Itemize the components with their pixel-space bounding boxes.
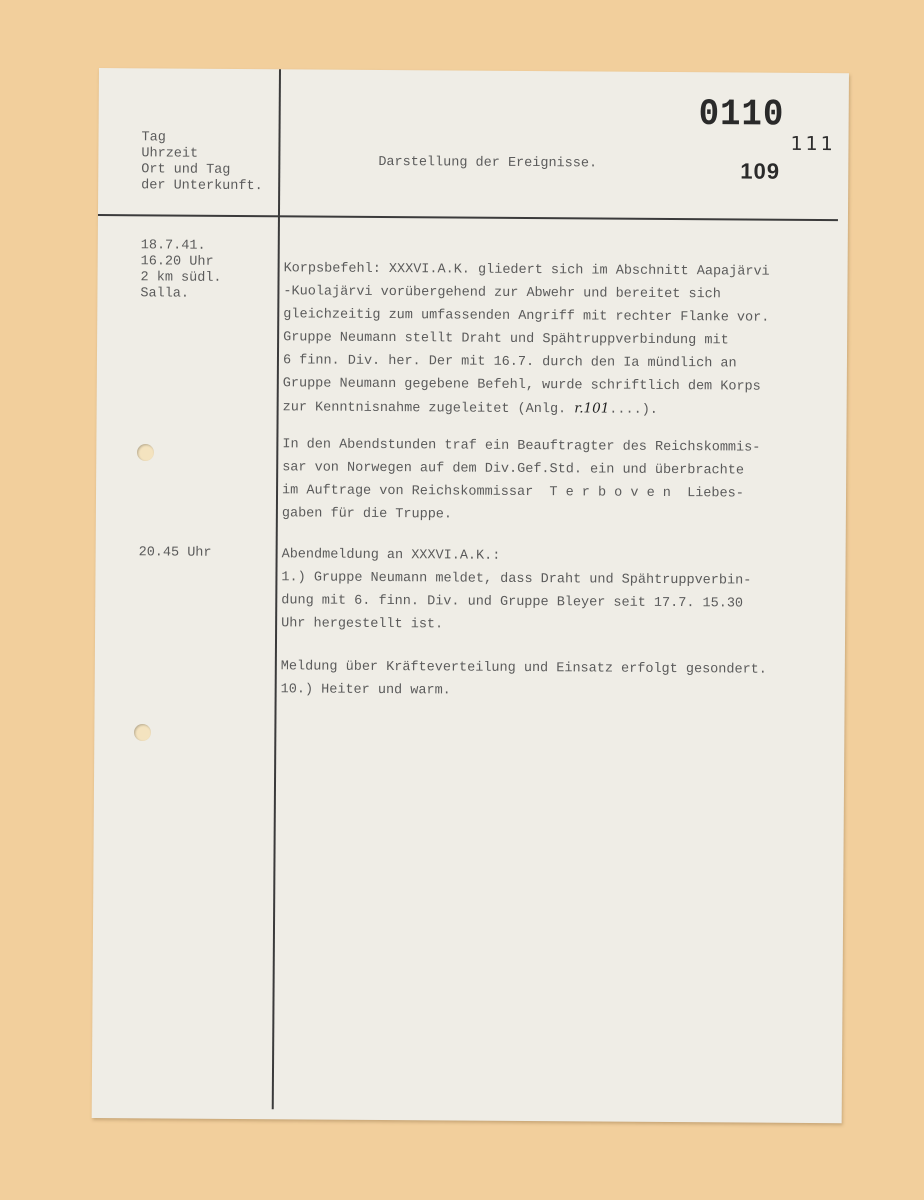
annex-prefix: zur Kenntnisnahme zugeleitet (Anlg. [282, 400, 575, 418]
text-line: Abendmeldung an XXXVI.A.K.: [281, 547, 501, 564]
text-line: gleichzeitig zum umfassenden Angriff mit rechter Flanke vor. [283, 307, 770, 326]
side-line: Salla. [140, 286, 190, 302]
text-line: sar von Norwegen auf dem Div.Gef.Std. ein und überbrachte [282, 460, 745, 479]
document-page [92, 68, 849, 1123]
punch-hole [134, 724, 151, 741]
text-line: -Kuolajärvi vorübergehend zur Abwehr und bereitet sich [283, 284, 721, 303]
side-line: 18.7.41. [140, 238, 206, 254]
handwritten-annex-number: r.101 [574, 400, 610, 417]
handwritten-folio-number: 111 [790, 132, 836, 156]
text-line: Gruppe Neumann gegebene Befehl, wurde schriftlich dem Korps [282, 376, 761, 395]
commissioner-visit-paragraph [282, 433, 761, 528]
header-left-line: Tag [141, 130, 166, 146]
text-line: 6 finn. Div. her. Der mit 16.7. durch den Ia mündlich an [282, 353, 737, 372]
force-distribution-paragraph [281, 655, 767, 704]
text-line: Uhr hergestellt ist. [281, 616, 444, 633]
text-line: In den Abendstunden traf ein Beauftragter des Reichskommis- [282, 437, 761, 456]
header-left-line: der Unterkunft. [141, 178, 263, 195]
side-line: 2 km südl. [140, 270, 222, 286]
entry-date-time-place [140, 238, 221, 303]
page-number: 109 [740, 158, 781, 184]
text-line: Korpsbefehl: XXXVI.A.K. gliedert sich im Abschnitt Aapajärvi [283, 261, 770, 280]
header-left-line: Ort und Tag [141, 162, 231, 178]
side-line: 16.20 Uhr [140, 254, 214, 270]
column-divider [272, 69, 281, 1109]
header-title: Darstellung der Ereignisse. [378, 154, 598, 172]
entry-time [139, 545, 212, 562]
header-left-line: Uhrzeit [141, 146, 199, 162]
archive-stamp-number: 0110 [698, 94, 785, 137]
text-line: gaben für die Truppe. [281, 506, 453, 523]
side-line: 20.45 Uhr [138, 545, 212, 561]
evening-report-paragraph [281, 543, 752, 638]
text-line: im Auftrage von Reichskommissar T e r b o v e n Liebes- [282, 483, 744, 502]
corps-order-paragraph [283, 257, 770, 422]
text-line: 10.) Heiter und warm. [280, 682, 451, 699]
header-left-column [141, 130, 263, 195]
text-line: 1.) Gruppe Neumann meldet, dass Draht und Spähtruppverbin- [281, 570, 752, 589]
text-line: Gruppe Neumann stellt Draht und Spähtruppverbindung mit [283, 330, 729, 349]
text-line: Meldung über Kräfteverteilung und Einsatz erfolgt gesondert. [280, 659, 767, 678]
annex-suffix: ....). [609, 402, 658, 418]
header-divider [98, 214, 838, 221]
punch-hole [137, 444, 154, 461]
text-line-with-annex [283, 395, 769, 422]
text-line: dung mit 6. finn. Div. und Gruppe Bleyer seit 17.7. 15.30 [281, 593, 744, 612]
